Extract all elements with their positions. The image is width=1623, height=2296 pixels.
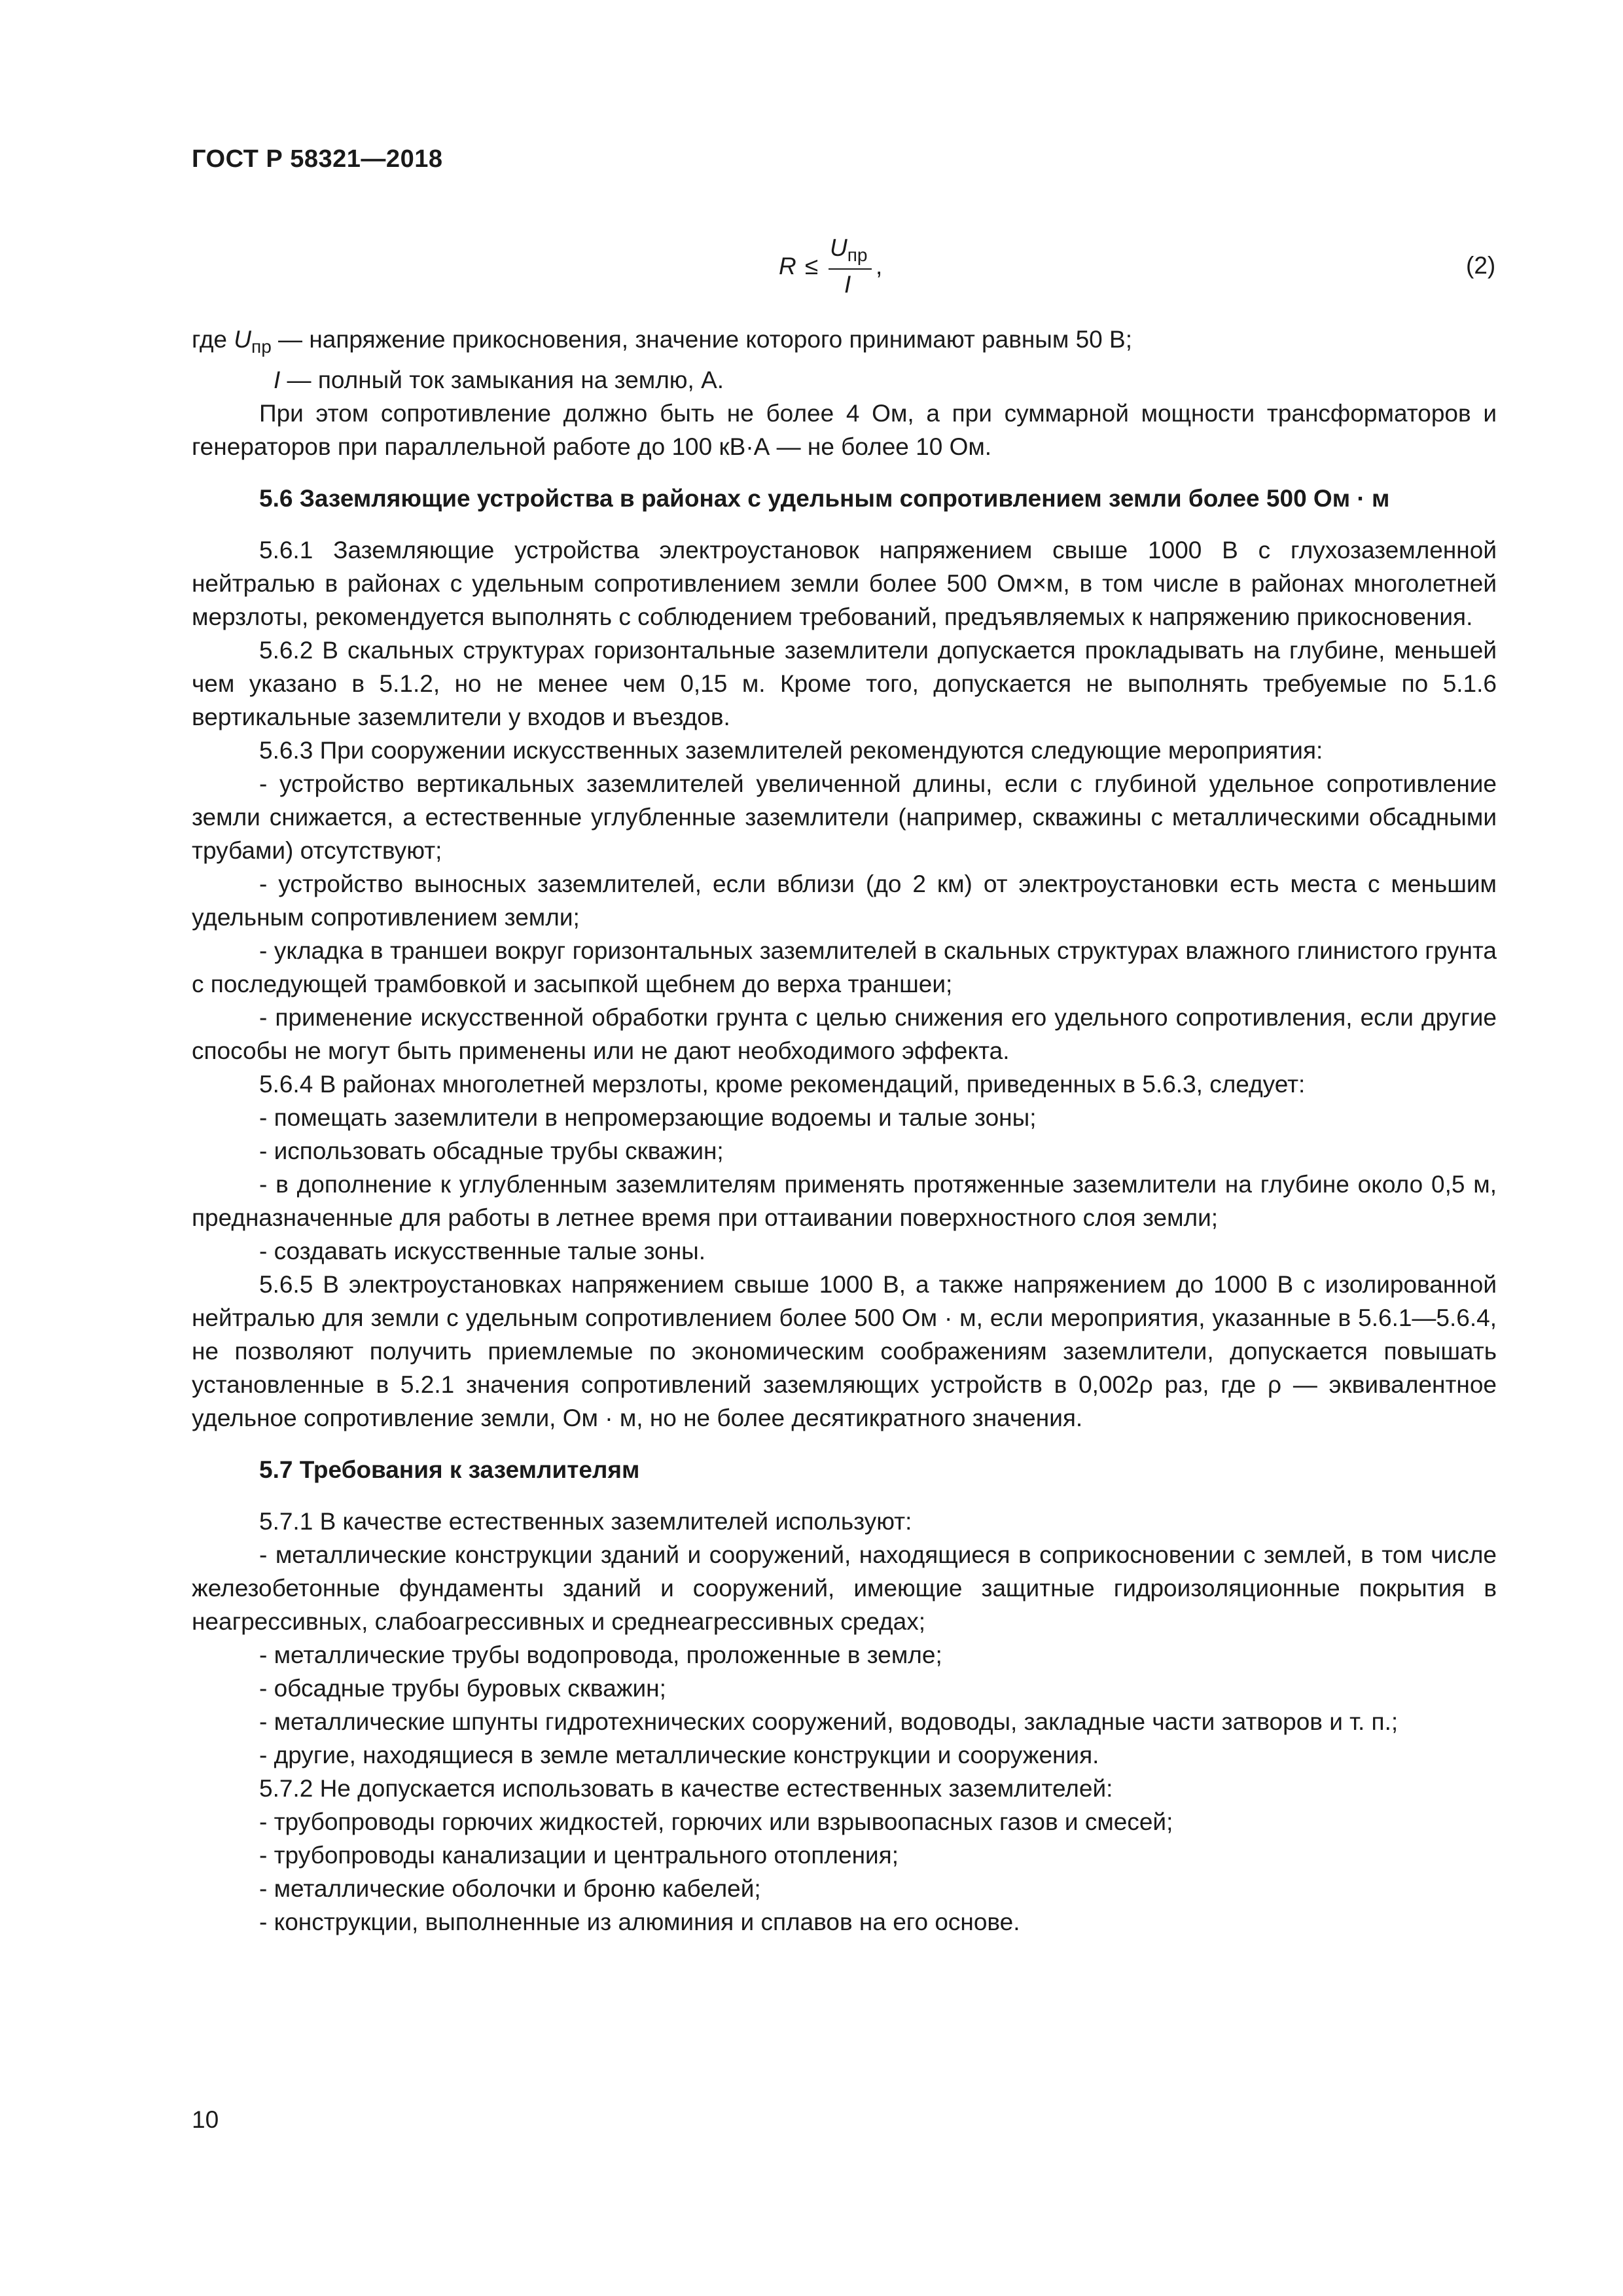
formula-numerator-subscript: пр (847, 245, 868, 265)
standard-header: ГОСТ Р 58321—2018 (192, 145, 443, 173)
formula-lhs: R (779, 253, 796, 279)
paragraph-5-6-5: 5.6.5 В электроустановках напряжением свыше 1000 В, а также напряжением до 1000 В с изолированной нейтралью для земли с удельным сопротивлением более 500 Ом · м, если мероприятия, указанные в 5.6.1—5.6.4, не позволяют получить приемлемые по экономическим соображениям заземлители, допускается повышать установленные в 5.2.1 значения сопротивлений заземляющих устройств в 0,002ρ раз, где ρ — эквивалентное удельное сопротивление земли, Ом · м, но не более десятикратного значения. (192, 1271, 1497, 1431)
paragraph: При этом сопротивление должно быть не более 4 Ом, а при суммарной мощности трансформаторов и генераторов при параллельной работе до 100 кВ·А — не более 10 Ом. (192, 400, 1497, 460)
list-item: - другие, находящиеся в земле металлические конструкции и сооружения. (259, 1742, 1099, 1768)
list-item: - металлические конструкции зданий и сооружений, находящиеся в соприкосновении с землей, в том числе железобетонные фундаменты зданий и сооружений, имеющие защитные гидроизоляционные покрытия в неагрессивных, слабоагрессивных и среднеагрессивных средах; (192, 1541, 1497, 1635)
list-item: - в дополнение к углубленным заземлителям применять протяженные заземлители на глубине около 0,5 м, предназначенные для работы в летнее время при оттаивании поверхностного слоя земли; (192, 1171, 1497, 1231)
paragraph-5-6-1: 5.6.1 Заземляющие устройства электроустановок напряжением свыше 1000 В с глухозаземленной нейтралью в районах с удельным сопротивлением земли более 500 Ом×м, в том числе в районах многолетней мерзлоты, рекомендуется выполнять с соблюдением требований, предъявляемых к напряжению прикосновения. (192, 537, 1497, 630)
list-item: - металлические шпунты гидротехнических сооружений, водоводы, закладные части затворов и т. п.; (259, 1708, 1399, 1735)
list-item: - конструкции, выполненные из алюминия и сплавов на его основе. (259, 1909, 1020, 1935)
list-item: - применение искусственной обработки грунта с целью снижения его удельного сопротивления, если другие способы не могут быть применены или не дают необходимого эффекта. (192, 1004, 1497, 1064)
where-line-1: где $U_{пр}$ — напряжение прикосновения, значение которого принимают равным 50 В; (192, 326, 1132, 357)
formula-comma: , (876, 253, 883, 279)
formula-denominator: I (844, 271, 851, 298)
page-number: 10 (192, 2106, 219, 2133)
list-item: - создавать искусственные талые зоны. (259, 1238, 706, 1265)
where-line-2: I — полный ток замыкания на землю, А. (274, 367, 724, 393)
list-item: - устройство вертикальных заземлителей увеличенной длины, если с глубиной удельное сопротивление земли снижается, а естественные углубленные заземлители (например, скважины с металлическими обсадными трубами) отсутствуют; (192, 770, 1497, 864)
formula-numerator-symbol: U (830, 234, 847, 261)
equation-number: (2) (1466, 252, 1496, 279)
list-item: - использовать обсадные трубы скважин; (259, 1138, 724, 1164)
formula-2 (772, 234, 903, 306)
list-item: - устройство выносных заземлителей, если вблизи (до 2 км) от электроустановки есть места с меньшим удельным сопротивлением земли; (192, 870, 1497, 931)
list-item: - помещать заземлители в непромерзающие водоемы и талые зоны; (259, 1104, 1037, 1131)
list-item: - трубопроводы канализации и центрального отопления; (259, 1842, 899, 1869)
list-item: - обсадные трубы буровых скважин; (259, 1675, 666, 1702)
section-heading-5-6: 5.6 Заземляющие устройства в районах с удельным сопротивлением земли более 500 Ом · м (259, 485, 1390, 512)
list-item: - укладка в траншеи вокруг горизонтальных заземлителей в скальных структурах влажного глинистого грунта с последующей трамбовкой и засыпкой щебнем до верха траншеи; (192, 937, 1497, 997)
fraction-bar (829, 268, 872, 270)
paragraph-5-7-1: 5.7.1 В качестве естественных заземлителей используют: (259, 1508, 912, 1535)
formula-numerator (830, 234, 867, 266)
list-item: - металлические трубы водопровода, проложенные в земле; (259, 1641, 942, 1668)
paragraph-5-6-4: 5.6.4 В районах многолетней мерзлоты, кроме рекомендаций, приведенных в 5.6.3, следует: (259, 1071, 1306, 1098)
paragraph-5-6-2: 5.6.2 В скальных структурах горизонтальные заземлители допускается прокладывать на глубине, меньшей чем указано в 5.1.2, но не менее чем 0,15 м. Кроме того, допускается не выполнять требуемые по 5.1.6 вертикальные заземлители у входов и въездов. (192, 637, 1497, 730)
list-item: - трубопроводы горючих жидкостей, горючих или взрывоопасных газов и смесей; (259, 1808, 1173, 1835)
section-heading-5-7: 5.7 Требования к заземлителям (259, 1456, 640, 1483)
paragraph-5-6-3: 5.6.3 При сооружении искусственных заземлителей рекомендуются следующие мероприятия: (259, 737, 1323, 764)
body-text (192, 323, 1497, 1939)
list-item: - металлические оболочки и броню кабелей; (259, 1875, 761, 1902)
paragraph-5-7-2: 5.7.2 Не допускается использовать в качестве естественных заземлителей: (259, 1775, 1113, 1802)
formula-relation: ≤ (805, 253, 819, 279)
